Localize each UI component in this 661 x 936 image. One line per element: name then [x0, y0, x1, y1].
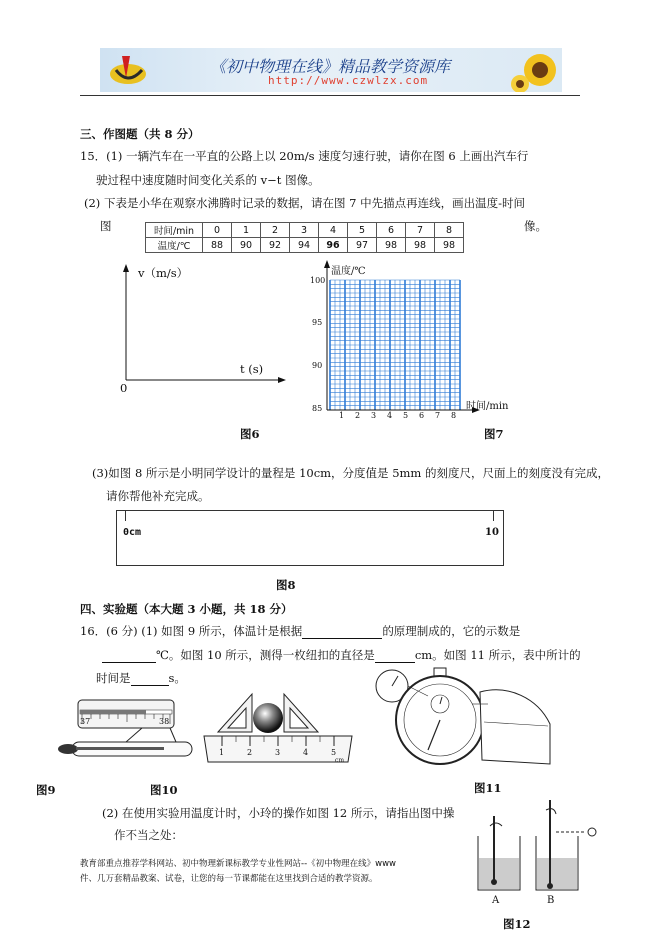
figure11-caption: 图11	[474, 781, 502, 795]
answer-blank[interactable]	[102, 650, 156, 663]
q15-part1-line1: 15．(1) 一辆汽车在一平直的公路上以 20m/s 速度匀速行驶，请你在图 6 上画出汽车行	[80, 149, 529, 163]
sunflower-icon	[510, 48, 562, 92]
answer-blank[interactable]	[375, 650, 415, 663]
figure6-vt-axes[interactable]	[110, 262, 290, 397]
q16-part2-line2: 作不当之处：	[114, 828, 183, 842]
boiling-data-table	[145, 222, 464, 253]
figure12-caption: 图12	[503, 917, 531, 931]
q16-line2	[102, 647, 581, 663]
figure7-ytick: 90	[312, 361, 323, 370]
figure11-stopwatch	[372, 664, 552, 776]
table-cell: 97	[348, 238, 377, 253]
figure6-caption: 图6	[240, 427, 260, 441]
q16-line1	[80, 623, 520, 639]
section4-heading: 四、实验题（本大题 3 小题，共 18 分）	[80, 602, 293, 616]
fig10-unit: cm	[335, 757, 345, 764]
beaker-label-b: B	[547, 895, 555, 906]
table-cell: 8	[435, 223, 464, 238]
table-cell: 6	[377, 223, 406, 238]
figure9-caption: 图9	[36, 783, 56, 797]
ruler-tick	[125, 511, 126, 521]
q15-part2-line2-start: 图	[100, 219, 112, 233]
figure7-ytick: 100	[310, 276, 326, 285]
answer-blank[interactable]	[131, 673, 169, 686]
table-cell: 1	[232, 223, 261, 238]
table-cell: 90	[232, 238, 261, 253]
table-cell: 0	[203, 223, 232, 238]
figure7-xtick: 7	[435, 411, 441, 420]
figure7-caption: 图7	[484, 427, 504, 441]
q15-part2-line2-end: 像。	[524, 219, 547, 233]
ruler-label-left: 0cm	[123, 527, 142, 538]
table-cell: 88	[203, 238, 232, 253]
table-header-temp: 温度/℃	[146, 238, 203, 253]
figure12-beakers	[470, 796, 600, 906]
table-cell: 92	[261, 238, 290, 253]
table-cell: 96	[319, 238, 348, 253]
figure6-origin: 0	[120, 381, 128, 395]
fig10-tick: 1	[219, 748, 225, 757]
figure7-xtick: 8	[451, 411, 457, 420]
figure6-ylabel: v（m/s）	[138, 266, 189, 280]
figure7-xlabel: 时间/min	[466, 401, 509, 412]
fig10-tick: 5	[331, 748, 337, 757]
figure7-xtick: 4	[387, 411, 393, 420]
q16-line1-start: 16．(6 分) (1) 如图 9 所示，体温计是根据	[80, 624, 303, 638]
q15-part3-line2: 请你帮他补充完成。	[106, 489, 210, 503]
thermometer-scale-left: 37	[80, 717, 91, 726]
table-cell: 94	[290, 238, 319, 253]
footer-line2: 件、几万套精品教案、试卷，让您的每一节课都能在这里找到合适的教学资源。	[80, 874, 378, 884]
table-cell: 98	[406, 238, 435, 253]
ruler-label-right: 10	[485, 527, 499, 538]
banner-url[interactable]: http://www.czwlzx.com	[268, 74, 429, 87]
figure7-xtick: 3	[371, 411, 377, 420]
table-cell: 4	[319, 223, 348, 238]
q16-part2-line1: (2) 在使用实验用温度计时，小玲的操作如图 12 所示，请指出图中操	[102, 806, 455, 820]
q16-line3	[96, 670, 186, 686]
figure10-button-measurement	[200, 690, 356, 770]
figure7-ytick: 95	[312, 318, 323, 327]
figure7-xtick: 5	[403, 411, 409, 420]
figure9-thermometer	[56, 698, 196, 770]
figure7-xtick: 2	[355, 411, 361, 420]
ruler-tick	[493, 511, 494, 521]
q16-line3-start: 时间是	[96, 671, 131, 685]
q16-line3-end: s。	[168, 671, 186, 685]
table-cell: 5	[348, 223, 377, 238]
section3-heading: 三、作图题（共 8 分）	[80, 127, 200, 141]
fig10-tick: 2	[247, 748, 253, 757]
banner-title: 《初中物理在线》精品教学资源库	[210, 57, 451, 76]
table-cell: 3	[290, 223, 319, 238]
figure7-xtick: 6	[419, 411, 425, 420]
figure8-caption: 图8	[276, 578, 296, 592]
table-cell: 7	[406, 223, 435, 238]
q15-part2-line1: (2) 下表是小华在观察水沸腾时记录的数据，请在图 7 中先描点再连线，画出温度-时间	[84, 196, 525, 210]
fig10-tick: 3	[275, 748, 281, 757]
table-header-time: 时间/min	[146, 223, 203, 238]
q16-line1-end: 的原理制成的，它的示数是	[382, 624, 521, 638]
header-rule	[80, 95, 580, 96]
footer-line1: 教育部重点推荐学科网站、初中物理新课标教学专业性网站--《初中物理在线》www	[80, 859, 396, 869]
table-row-time	[146, 223, 464, 238]
figure6-xlabel: t (s)	[240, 362, 264, 376]
fig10-tick: 4	[303, 748, 309, 757]
table-cell: 98	[435, 238, 464, 253]
beaker-label-a: A	[492, 895, 500, 906]
logo-icon	[108, 52, 148, 88]
figure7-ylabel: 温度/℃	[331, 266, 366, 277]
q15-part1-line2: 驶过程中速度随时间变化关系的 v−t 图像。	[96, 173, 320, 187]
answer-blank[interactable]	[302, 626, 382, 639]
figure8-ruler[interactable]	[116, 510, 504, 566]
q15-part3-line1: (3)如图 8 所示是小明同学设计的量程是 10cm，分度值是 5mm 的刻度尺，尺面上的刻度没有完成，	[92, 466, 609, 480]
header-banner	[100, 48, 562, 92]
figure7-ytick: 85	[312, 404, 323, 413]
q16-line2-start: ℃。如图 10 所示，测得一枚纽扣的直径是	[156, 648, 375, 662]
thermometer-scale-right: 38	[159, 717, 170, 726]
table-row-temp	[146, 238, 464, 253]
q16-line2-end: cm。如图 11 所示，表中所计的	[414, 648, 581, 662]
table-cell: 98	[377, 238, 406, 253]
figure7-xtick: 1	[339, 411, 345, 420]
figure10-caption: 图10	[150, 783, 178, 797]
table-cell: 2	[261, 223, 290, 238]
